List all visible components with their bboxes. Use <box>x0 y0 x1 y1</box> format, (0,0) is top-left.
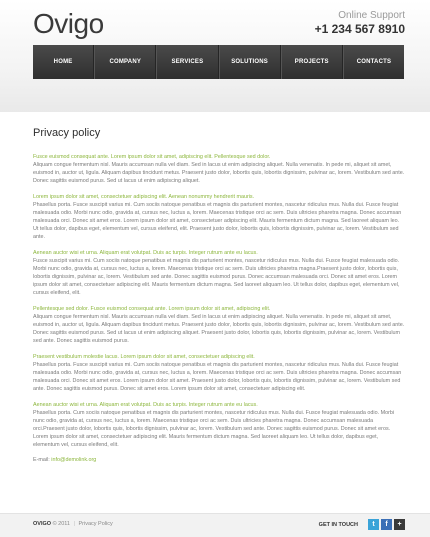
section-body: Phasellus porta. Fusce suscipit varius mi. Cum sociis natoque penatibus et magnis dis parturient montes, nascetur ridiculus mus. Nulla dui. Fusce feugiat malesuada odio. Morbi nunc odio, gravida at, cursus nec, luctus a, lorem. Maecenas tristique orci ac sem. Duis ultricies pharetra magna. Donec accumsan malesuada orci. Donec sit amet eros. Lorem ipsum dolor sit amet. Praesent justo dolor, lobortis quis, lobortis dignissim, pulvinar ac, lorem. Vestibulum sed ante. Donec sagittis euismod purus. Donec sit amet eros. Lorem ipsum dolor sit amet, consectetuer adipiscing elit. <box>33 362 402 392</box>
section-lead: Aenean auctor wisi et urna. Aliquam erat volutpat. Duis ac turpis. Integer rutrum ante eu lacus. <box>33 250 258 256</box>
policy-section <box>33 401 405 449</box>
section-body: Fusce suscipit varius mi. Cum sociis natoque penatibus et magnis dis parturient montes, nascetur ridiculus mus. Nulla dui. Fusce feugiat malesuada odio. Morbi nunc odio, gravida at, cursus nec, luctus a, lorem. Maecenas tristique orci ac sem. Duis ultricies pharetra magna.Praesent justo dolor, lobortis quis, lobortis dignissim, pulvinar ac, lorem. Vestibulum sed ante. Donec sagittis euismod purus. Donec accumsan malesuada orci. Donec sit amet eros. Lorem ipsum dolor sit amet, consectetuer adipiscing elit. Mauris fermentum dictum magna. Sed laoreet aliquam leo. Ut tellus dolor, dapibus eget, elementum vel, cursus eleifend, elit. <box>33 258 400 296</box>
nav-home[interactable]: HOME <box>33 45 94 79</box>
footer-copyright <box>33 521 113 527</box>
policy-section <box>33 193 405 241</box>
support-label: Online Support <box>338 10 405 21</box>
section-body: Phasellus porta. Fusce suscipit varius mi. Cum sociis natoque penatibus et magnis dis parturient montes, nascetur ridiculus mus. Nulla dui. Fusce feugiat malesuada odio. Morbi nunc odio, gravida at, cursus nec, luctus a, lorem. Maecenas tristique orci ac sem. Duis ultricies pharetra magna. Donec accumsan malesuada orci. Donec sit amet eros. Lorem ipsum dolor sit amet, consectetuer adipiscing elit. Mauris fermentum dictum magna. Sed laoreet aliquam leo. Ut tellus dolor, dapibus eget, elementum vel, cursus eleifend, elit. Praesent justo dolor, lobortis quis, lobortis dignissim, pulvinar ac, lorem. Vestibulum sed ante. <box>33 202 402 240</box>
footer-social <box>319 519 405 530</box>
page-title: Privacy policy <box>33 127 101 139</box>
logo[interactable]: Ovigo <box>33 8 104 39</box>
email-line <box>33 457 405 463</box>
section-body: Aliquam congue fermentum nisl. Mauris accumsan nulla vel diam. Sed in lacus ut enim adipiscing aliquet. Nulla venenatis. In pede mi, aliquet sit amet, euismod in, auctor ut, ligula. Aliquam dapibus tincidunt metus. Praesent justo dolor, lobortis quis, lobortis dignissim, pulvinar ac, lorem. Vestibulum sed ante. Donec sagittis euismod purus. Sed ut lacus ut enim adipiscing aliquet. <box>33 162 405 184</box>
section-body: Phasellus porta. Cum sociis natoque penatibus et magnis dis parturient montes, nascetur ridiculus mus. Nulla dui. Fusce feugiat malesuada odio. Morbi nunc odio, gravida at, cursus nec, luctus a, lorem. Maecenas tristique orci ac sem. Duis ultricies pharetra magna. Donec accumsan malesuada orci.Praesent justo dolor, lobortis quis, lobortis dignissim, pulvinar ac, lorem. Vestibulum sed ante. Donec sagittis euismod purus. Donec sit amet eros. Lorem ipsum dolor sit amet, consectetuer adipiscing elit. Mauris fermentum dictum magna. Sed laoreet aliquam leo. Ut tellus dolor, dapibus eget, elementum vel, cursus eleifend, elit. <box>33 410 395 448</box>
footer <box>0 513 430 537</box>
email-label: E-mail: <box>33 457 50 463</box>
main-nav <box>33 45 404 79</box>
section-lead: Aenean auctor wisi et urna. Aliquam erat volutpat. Duis ac turpis. Integer rutrum ante eu lacus. <box>33 402 258 408</box>
nav-projects[interactable]: PROJECTS <box>281 45 343 79</box>
support-phone: +1 234 567 8910 <box>314 22 405 36</box>
nav-contacts[interactable]: CONTACTS <box>343 45 404 79</box>
main-content <box>33 127 405 463</box>
copyright-text: © 2011 <box>52 521 70 527</box>
section-body: Aliquam congue fermentum nisl. Mauris accumsan nulla vel diam. Sed in lacus ut enim adipiscing aliquet. Nulla venenatis. In pede mi, aliquet sit amet, euismod in, auctor ut, ligula. Aliquam dapibus tincidunt metus. Praesent justo dolor, lobortis quis, lobortis dignissim, pulvinar ac, lorem. Vestibulum sed ante. Donec sagittis euismod purus. Sed ut lacus ut enim adipiscing aliquet. Praesent justo dolor, lobortis quis, lobortis dignissim, pulvinar ac, lorem. Vestibulum sed ante. Donec sagittis euismod purus. <box>33 314 405 344</box>
plus-icon[interactable]: + <box>394 519 405 530</box>
email-link[interactable]: info@demolink.org <box>51 457 97 463</box>
section-lead: Pellentesque sed dolor. Fusce euismod consequat ante. Lorem ipsum dolor sit amet, adipiscing elit. <box>33 306 271 312</box>
section-lead: Praesent vestibulum molestie lacus. Lorem ipsum dolor sit amet, consectetuer adipiscing elit. <box>33 354 255 360</box>
policy-section <box>33 153 405 185</box>
facebook-icon[interactable]: f <box>381 519 392 530</box>
header <box>0 0 430 112</box>
policy-section <box>33 249 405 297</box>
footer-brand: OVIGO <box>33 521 52 527</box>
footer-separator: | <box>73 521 75 527</box>
section-lead: Lorem ipsum dolor sit amet, consectetuer adipiscing elit. Aenean nonummy hendrerit mauris. <box>33 194 255 200</box>
privacy-link[interactable]: Privacy Policy <box>78 521 113 527</box>
nav-company[interactable]: COMPANY <box>94 45 156 79</box>
section-lead: Fusce euismod consequat ante. Lorem ipsum dolor sit amet, adipiscing elit. Pellentesque sed dolor. <box>33 154 271 160</box>
get-in-touch-label: GET IN TOUCH <box>318 521 358 528</box>
policy-section <box>33 353 405 393</box>
nav-solutions[interactable]: SOLUTIONS <box>219 45 281 79</box>
nav-services[interactable]: SERVICES <box>156 45 218 79</box>
policy-section <box>33 305 405 345</box>
online-support <box>315 10 405 36</box>
twitter-icon[interactable]: t <box>368 519 379 530</box>
